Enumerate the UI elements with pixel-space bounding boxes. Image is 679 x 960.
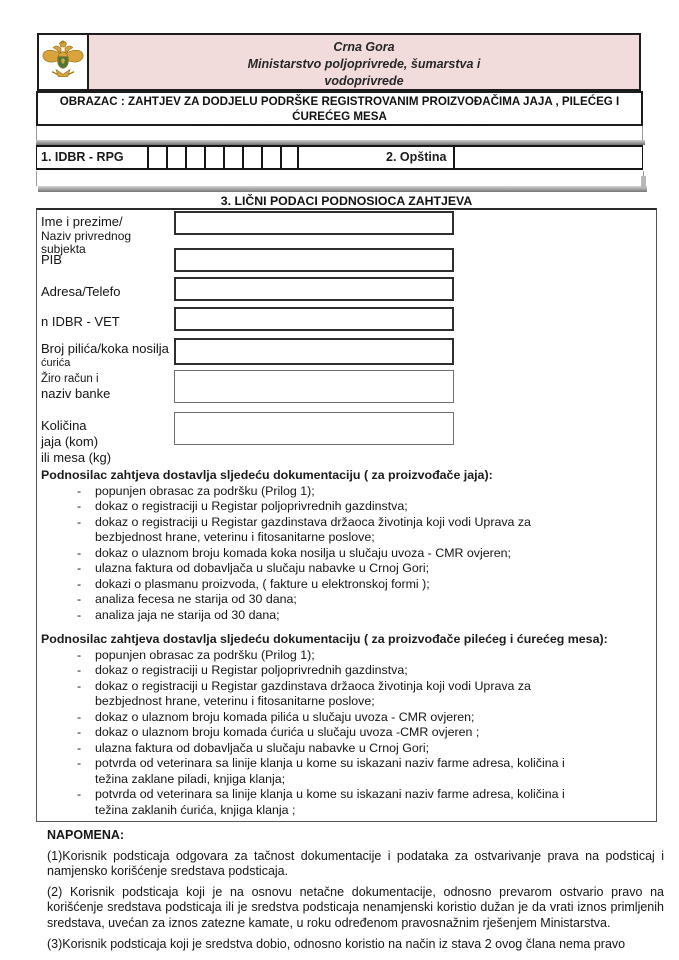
idbr-rpg-cell-8[interactable]: [280, 147, 299, 168]
shadow-divider-2: [38, 186, 647, 192]
doc-item: - potvrda od veterinara sa linije klanja u kome su iskazani naziv farme adresa, količina i težina zaklanih ćurića, knjiga klanja ;: [37, 787, 587, 818]
opstina-divider: [453, 147, 455, 168]
idbr-rpg-label: 1. IDBR - RPG: [41, 150, 124, 164]
coat-of-arms-box: [37, 33, 89, 91]
doc-item: - dokazi o plasmanu proizvoda, ( fakture u elektronskoj formi );: [37, 577, 587, 593]
address-phone-input[interactable]: [174, 277, 454, 301]
name-input[interactable]: [174, 211, 454, 235]
shadow-corner: [641, 176, 646, 188]
quantity-input[interactable]: [174, 412, 454, 445]
doc-item: - potvrda od veterinara sa linije klanja u kome su iskazani naziv farme adresa, količina i težina zaklane piladi, knjiga klanja;: [37, 756, 587, 787]
idbr-rpg-cell-1[interactable]: [147, 147, 166, 168]
doc-item: - ulazna faktura od dobavljača u slučaju nabavke u Crnoj Gori;: [37, 561, 587, 577]
idbr-rpg-cell-7[interactable]: [261, 147, 280, 168]
ministry-name-line2: vodoprivrede: [324, 74, 404, 88]
ministry-title-block: [89, 33, 641, 91]
opstina-input[interactable]: [457, 147, 645, 170]
spacer-row-1: [36, 126, 643, 140]
doc-item: - dokaz o ulaznom broju komada ćurića u slučaju uvoza -CMR ovjeren ;: [37, 725, 587, 741]
doc-item: - dokaz o registraciji u Registar poljoprivrednih gazdinstva;: [37, 499, 587, 515]
napomena-paragraph-2: (2) Korisnik podsticaja koji je na osnovu netačne dokumentacije, odnosno prevarom ostvario pravo na korišćenje sredstava podsticaja ili je sredstva podsticaja nenamjenski koristio dužan je da vrati iznos primljenih sredstava, uvećan za iznos zatezne kamate, u roku određenom pravosnažnim rješenjem Ministarstva.: [47, 884, 664, 930]
pib-input[interactable]: [174, 248, 454, 272]
napomena-heading: NAPOMENA:: [47, 828, 125, 842]
ministry-name-line1: Ministarstvo poljoprivrede, šumarstva i: [247, 57, 481, 71]
spacer-row-2: [36, 171, 644, 186]
bank-account-label: Žiro račun i naziv banke: [41, 373, 111, 401]
form-title-box: [36, 91, 643, 126]
doc-item: - dokaz o ulaznom broju komada koka nosilja u slučaju uvoza - CMR ovjeren;: [37, 546, 587, 562]
idbr-rpg-cell-2[interactable]: [166, 147, 185, 168]
bank-account-input[interactable]: [174, 370, 454, 403]
doc-list-meat: [37, 648, 656, 819]
pib-label: PIB: [41, 252, 62, 267]
doc-item: - analiza jaja ne starija od 30 dana;: [37, 608, 587, 624]
name-label: Ime i prezime/ Naziv privrednog subjekta: [41, 214, 132, 256]
idbr-vet-input[interactable]: [174, 307, 454, 331]
idbr-vet-label: n IDBR - VET: [41, 314, 120, 329]
doc-list-meat-heading: Podnosilac zahtjeva dostavlja sljedeću dokumentaciju ( za proizvođače pilećeg i ćurećeg mesa):: [41, 632, 608, 646]
doc-item: - dokaz o registraciji u Registar poljoprivrednih gazdinstva;: [37, 663, 587, 679]
napomena-paragraph-1: (1)Korisnik podsticaja odgovara za tačnost dokumentacije i podataka za ostvarivanje prava na podsticaj i namjensko korišćenje sredstava podsticaja.: [47, 848, 664, 879]
address-phone-label: Adresa/Telefo: [41, 284, 121, 299]
idbr-rpg-cells: [147, 147, 299, 168]
doc-item: - dokaz o registraciji u Registar gazdinstava držaoca životinja koji vodi Uprava za bezbjednost hrane, veterinu i fitosanitarne poslove;: [37, 515, 587, 546]
doc-list-eggs: [37, 484, 656, 624]
documentation-section: [37, 468, 656, 818]
montenegro-coat-of-arms-icon: [41, 37, 85, 88]
country-name: Crna Gora: [333, 40, 395, 54]
doc-item: - ulazna faktura od dobavljača u slučaju nabavke u Crnoj Gori;: [37, 741, 587, 757]
napomena-paragraph-3: (3)Korisnik podsticaja koji je sredstva dobio, odnosno koristio na način iz stava 2 ovog člana nema pravo: [47, 936, 626, 951]
idbr-rpg-cell-6[interactable]: [242, 147, 261, 168]
quantity-label: Količina jaja (kom) ili mesa (kg): [41, 418, 112, 465]
idbr-rpg-cell-3[interactable]: [185, 147, 204, 168]
form-title-line1: OBRAZAC : ZAHTJEV ZA DODJELU PODRŠKE REGISTROVANIM PROIZVOĐAČIMA JAJA , PILEĆEG I ĆUREĆEG MESA: [59, 95, 620, 123]
idbr-rpg-cell-5[interactable]: [223, 147, 242, 168]
bird-count-input[interactable]: [174, 338, 454, 365]
doc-item: - dokaz o registraciji u Registar gazdinstava držaoca životinja koji vodi Uprava za bezbjednost hrane, veterinu i fitosanitarne poslove;: [37, 679, 587, 710]
idbr-rpg-cell-4[interactable]: [204, 147, 223, 168]
napomena-section: [20, 828, 664, 957]
idbr-opstina-row: [36, 145, 643, 170]
doc-item: - dokaz o ulaznom broju komada pilića u slučaju uvoza - CMR ovjeren;: [37, 710, 587, 726]
doc-list-eggs-heading: Podnosilac zahtjeva dostavlja sljedeću dokumentaciju ( za proizvođače jaja):: [41, 468, 493, 482]
doc-item: - popunjen obrasac za podršku (Prilog 1);: [37, 484, 587, 500]
doc-item: - popunjen obrasac za podršku (Prilog 1);: [37, 648, 587, 664]
opstina-label: 2. Opština: [386, 150, 447, 164]
section3-heading: 3. LIČNI PODACI PODNOSIOCA ZAHTJEVA: [220, 194, 473, 208]
doc-item: - analiza fecesa ne starija od 30 dana;: [37, 592, 587, 608]
bird-count-label: Broj pilića/koka nosilja ćurića: [41, 341, 169, 369]
form-header: [37, 33, 641, 91]
personal-data-box: [36, 208, 657, 822]
